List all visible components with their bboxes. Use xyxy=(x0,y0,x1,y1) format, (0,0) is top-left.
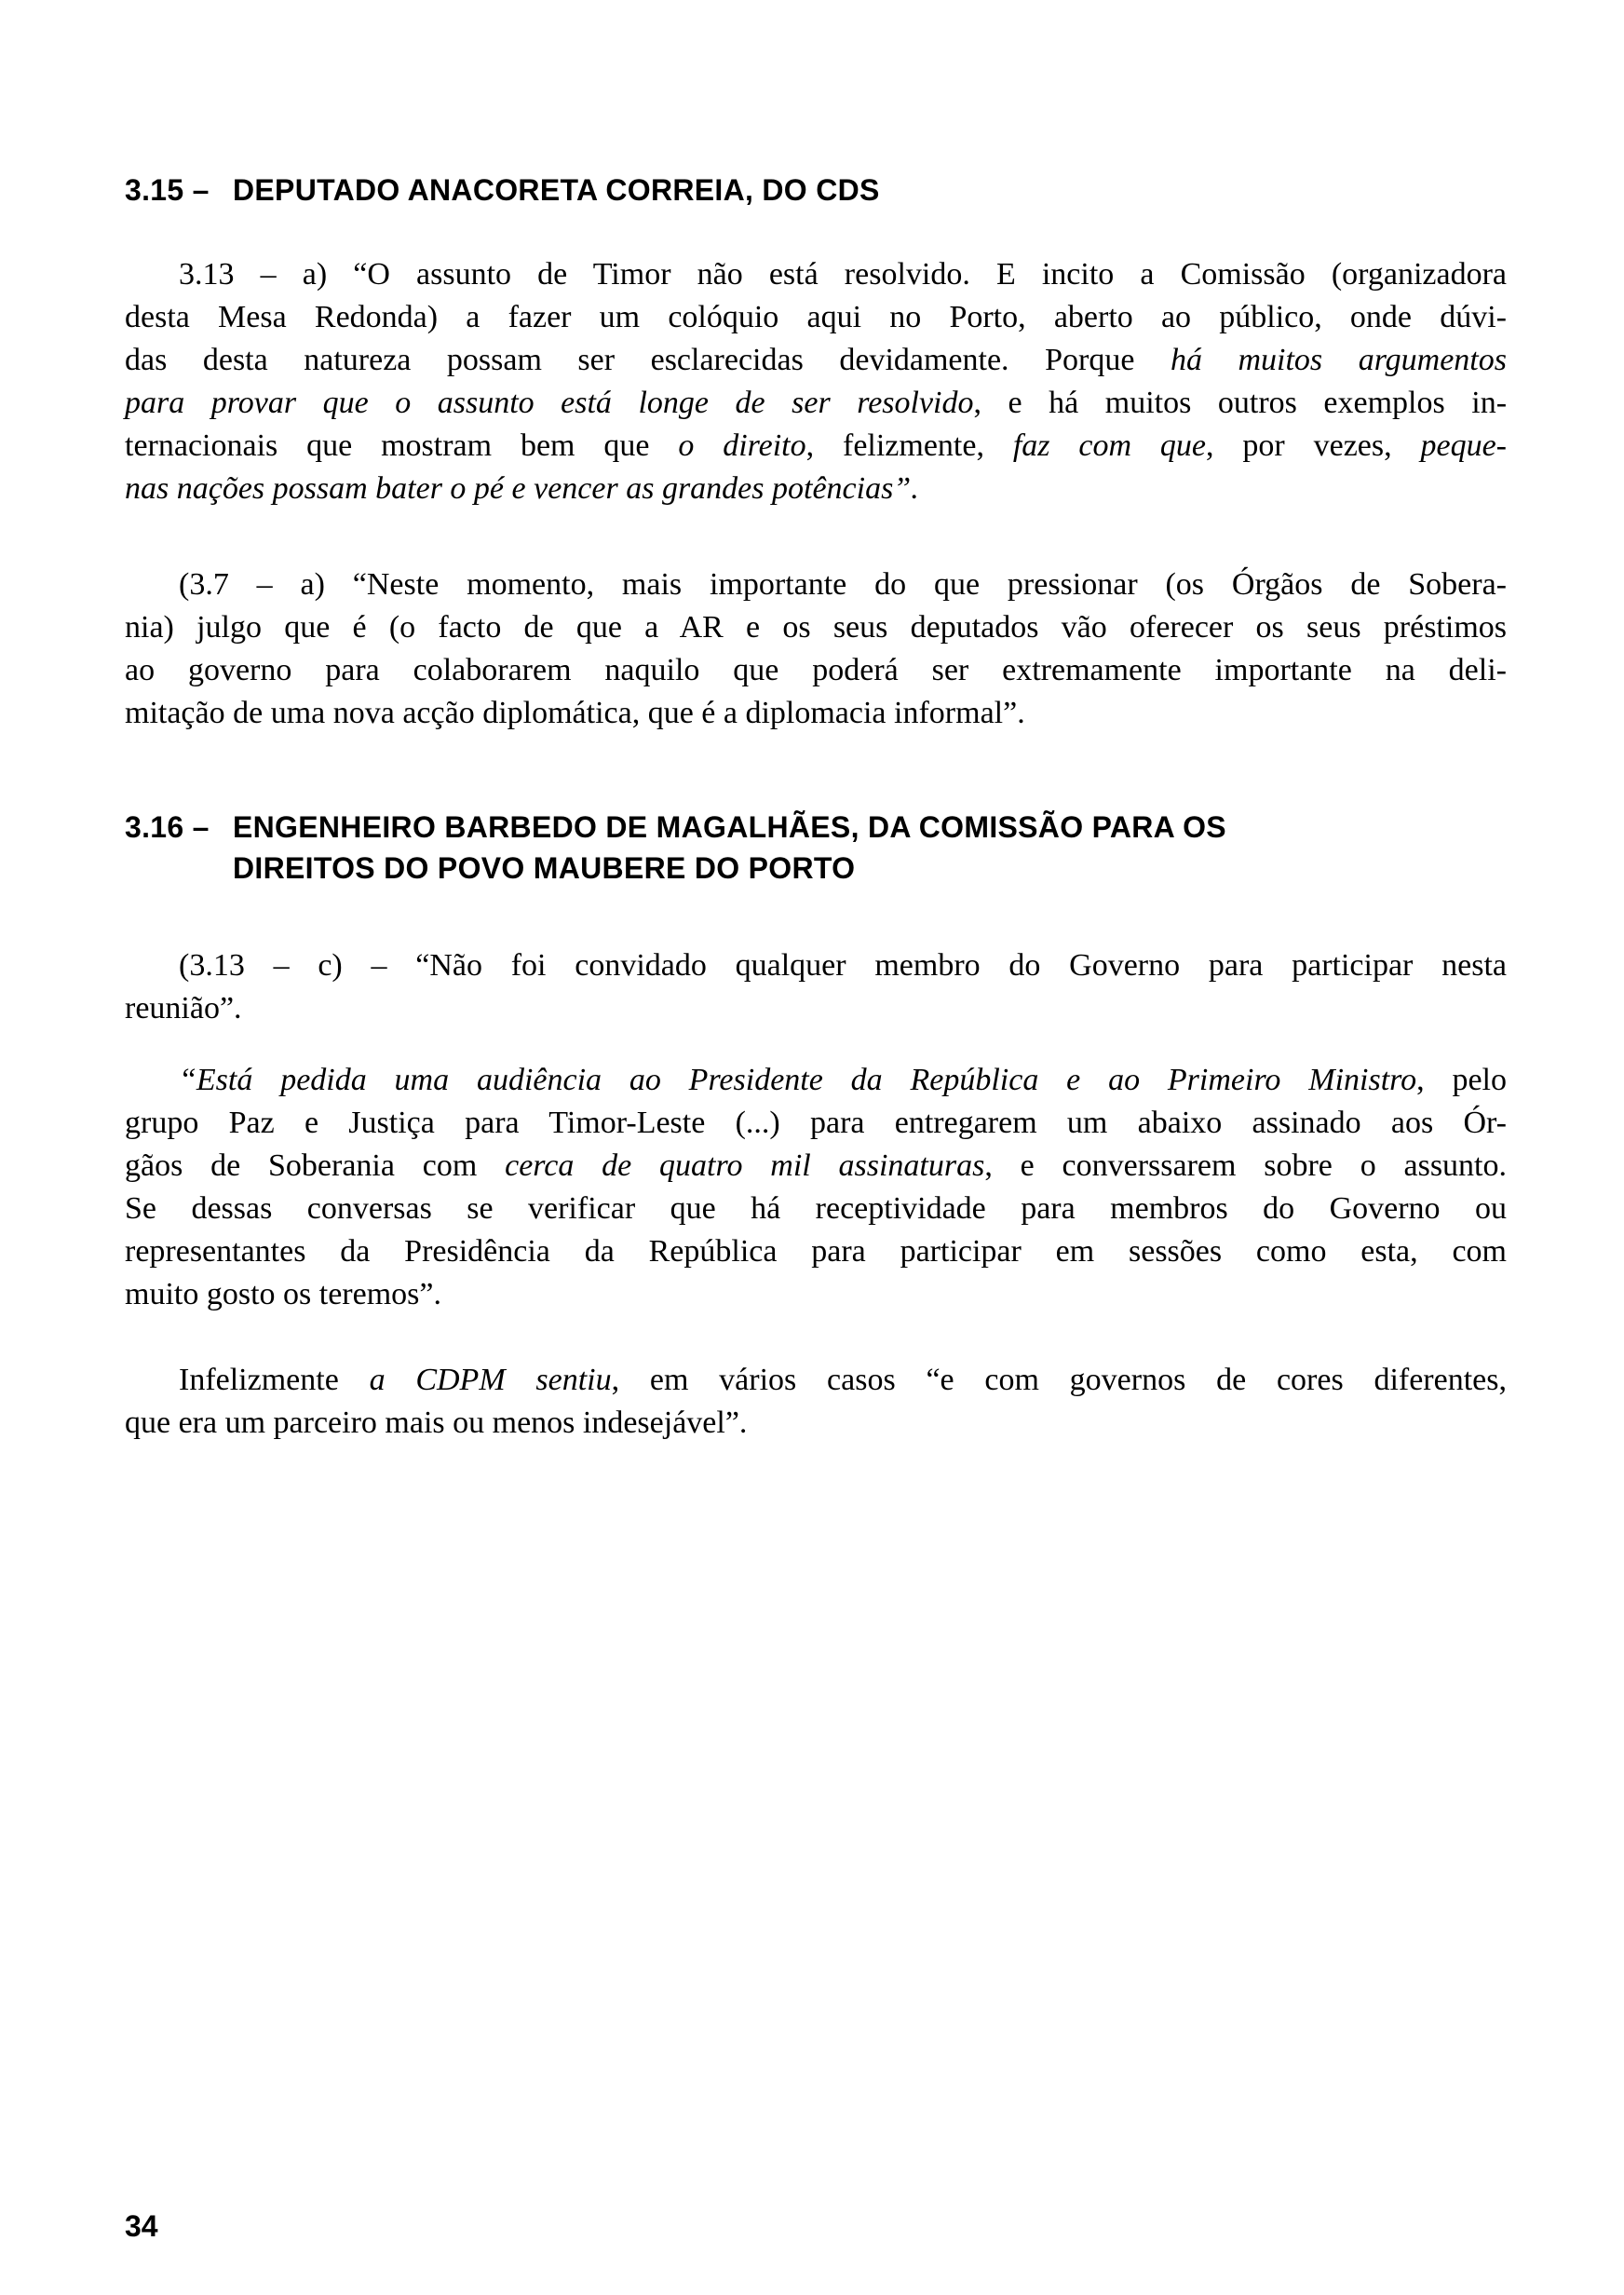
text: ao governo para colaborarem naquilo que poderá ser extremamente importante na deli- xyxy=(125,653,1507,687)
text-line xyxy=(125,987,1507,1030)
italic-text: nas nações possam bater o pé e vencer as grandes potências”. xyxy=(125,471,919,506)
italic-text: faz com que xyxy=(1012,428,1207,463)
paragraph xyxy=(125,564,1507,735)
text: gãos de Soberania com xyxy=(125,1148,506,1183)
text: (3.13 – c) – “Não foi convidado qualquer membro do Governo para participar nesta xyxy=(179,948,1507,983)
text-line xyxy=(125,649,1507,692)
text-line xyxy=(125,468,1507,510)
text-line xyxy=(125,1102,1507,1145)
page-number: 34 xyxy=(125,2209,158,2243)
italic-text: cerca de quatro mil assinaturas xyxy=(505,1148,985,1183)
paragraph xyxy=(125,253,1507,510)
italic-text: a CDPM sentiu xyxy=(369,1363,612,1397)
section-heading-3-16 xyxy=(125,807,1226,889)
text: Infelizmente xyxy=(179,1363,370,1397)
text: representantes da Presidência da República para participar em sessões como esta, com xyxy=(125,1234,1507,1269)
italic-text: peque- xyxy=(1420,428,1507,463)
paragraph xyxy=(125,1059,1507,1316)
section-number: 3.16 – xyxy=(125,810,210,844)
text-line xyxy=(125,296,1507,339)
text: desta Mesa Redonda) a fazer um colóquio aqui no Porto, aberto ao público, onde dúvi- xyxy=(125,300,1507,334)
text: , em vários casos “e com governos de cores diferentes, xyxy=(611,1363,1507,1397)
text-line xyxy=(125,253,1507,296)
text: nia) julgo que é (o facto de que a AR e os seus deputados vão oferecer os seus préstimos xyxy=(125,610,1507,645)
text: Se dessas conversas se verificar que há receptividade para membros do Governo ou xyxy=(125,1191,1507,1226)
text: que era um parceiro mais ou menos indesejável”. xyxy=(125,1406,748,1440)
text: , por vezes, xyxy=(1206,428,1421,463)
paragraph xyxy=(125,1359,1507,1445)
text: grupo Paz e Justiça para Timor-Leste (...) para entregarem um abaixo assinado aos Ór- xyxy=(125,1106,1507,1140)
text: mitação de uma nova acção diplomática, que é a diplomacia informal”. xyxy=(125,696,1025,730)
section-title: DEPUTADO ANACORETA CORREIA, DO CDS xyxy=(233,173,880,207)
text: , felizmente, xyxy=(805,428,1013,463)
text-line xyxy=(125,1402,1507,1445)
text: das desta natureza possam ser esclarecidas devidamente. Porque xyxy=(125,343,1171,377)
text-line xyxy=(125,1273,1507,1316)
text: ternacionais que mostram bem que xyxy=(125,428,679,463)
text: (3.7 – a) “Neste momento, mais importante do que pressionar (os Órgãos de Sobera- xyxy=(179,567,1507,602)
text-line xyxy=(125,564,1507,606)
italic-text: “Está pedida uma audiência ao Presidente da República e ao Primeiro Ministro xyxy=(179,1063,1417,1097)
text: reunião”. xyxy=(125,991,242,1025)
text-line xyxy=(125,425,1507,468)
text-line xyxy=(125,339,1507,382)
text-line xyxy=(125,1145,1507,1188)
text-line xyxy=(125,1059,1507,1102)
text-line xyxy=(125,1188,1507,1230)
text-line xyxy=(125,606,1507,649)
text-line xyxy=(125,1359,1507,1402)
section-title: ENGENHEIRO BARBEDO DE MAGALHÃES, DA COMISSÃO PARA OS xyxy=(233,810,1226,844)
paragraph xyxy=(125,944,1507,1030)
text: , e converssarem sobre o assunto. xyxy=(984,1148,1508,1183)
italic-text: há muitos argumentos xyxy=(1170,343,1507,377)
text: , pelo xyxy=(1416,1063,1507,1097)
text-line xyxy=(125,1230,1507,1273)
italic-text: para provar que o assunto está longe de ser resolvido xyxy=(125,386,974,420)
text-line xyxy=(125,382,1507,425)
text: 3.13 – a) “O assunto de Timor não está resolvido. E incito a Comissão (organizadora xyxy=(179,257,1507,292)
text-line xyxy=(125,692,1507,735)
section-heading-3-15 xyxy=(125,170,880,210)
italic-text: o direito xyxy=(678,428,806,463)
text-line xyxy=(125,944,1507,987)
text: muito gosto os teremos”. xyxy=(125,1277,441,1311)
section-number: 3.15 – xyxy=(125,173,210,207)
section-title: DIREITOS DO POVO MAUBERE DO PORTO xyxy=(233,851,856,885)
text: , e há muitos outros exemplos in- xyxy=(973,386,1508,420)
